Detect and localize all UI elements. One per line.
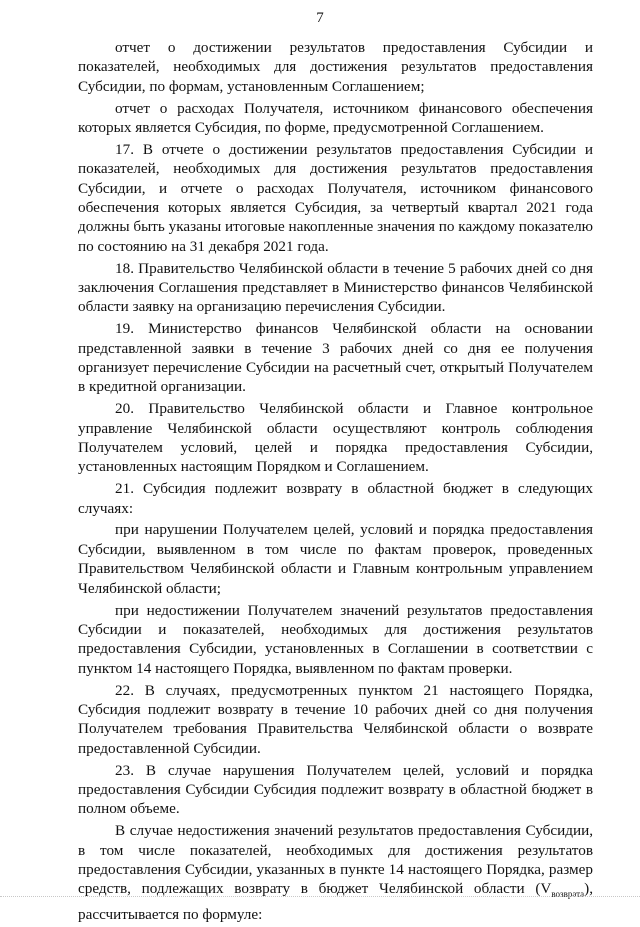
paragraph-item-17: 17. В отчете о достижении результатов предоставления Субсидии и показателей, необходимых для достижения результатов предоставления Субсидии, и отчете о расходах Получателя, источником финансового обеспечения которых является Субсидия, за четвертый квартал 2021 года должны быть указаны итоговые накопленные значения по каждому показателю по состоянию на 31 декабря 2021 года. bbox=[78, 140, 593, 255]
paragraph-item-19: 19. Министерство финансов Челябинской области на основании представленной заявки в течение 3 рабочих дней со дня ее получения организует перечисление Субсидии на расчетный счет, открытый Получателем в кредитной организации. bbox=[78, 320, 593, 396]
paragraph-case-non-achievement: при недостижении Получателем значений результатов предоставления Субсидии и показателей, необходимых для достижения результатов предоставления Субсидии, установленных в Соглашении в соответствии с пунктом 14 настоящего Порядка, выявленном по фактам проверки. bbox=[78, 601, 593, 677]
page-number: 7 bbox=[316, 10, 324, 26]
refund-text-before: В случае недостижения значений результатов предоставления Субсидии, в том числе показателей, необходимых для достижения результатов предоставления Субсидии, указанных в пункте 14 настоящего Порядка, размер средств, подлежащих возврату в бюджет Челябинской области (V bbox=[78, 822, 593, 898]
refund-subscript: возврата bbox=[551, 889, 585, 900]
paragraph-refund-formula-intro bbox=[78, 821, 593, 924]
document-body bbox=[78, 38, 593, 927]
paragraph-item-23: 23. В случае нарушения Получателем целей, условий и порядка предоставления Субсидии Субсидия подлежит возврату в областной бюджет в полном объеме. bbox=[78, 761, 593, 818]
paragraph-item-18: 18. Правительство Челябинской области в течение 5 рабочих дней со дня заключения Соглашения представляет в Министерство финансов Челябинской области заявку на организацию перечисления Субсидии. bbox=[78, 259, 593, 316]
refund-text-after: ), рассчитывается по формуле: bbox=[78, 880, 593, 923]
paragraph-item-21: 21. Субсидия подлежит возврату в областной бюджет в следующих случаях: bbox=[78, 480, 593, 517]
scan-artifact-line bbox=[0, 896, 640, 898]
paragraph-report-expenses: отчет о расходах Получателя, источником финансового обеспечения которых является Субсидия, по форме, предусмотренной Соглашением. bbox=[78, 99, 593, 137]
paragraph-case-violation: при нарушении Получателем целей, условий и порядка предоставления Субсидии, выявленном в том числе по фактам проверок, проведенных Правительством Челябинской области и Главным контрольным управлением Челябинской области; bbox=[78, 521, 593, 597]
paragraph-item-20: 20. Правительство Челябинской области и Главное контрольное управление Челябинской области осуществляют контроль соблюдения Получателем условий, целей и порядка предоставления Субсидии, установленных настоящим Порядком и Соглашением. bbox=[78, 400, 593, 476]
paragraph-item-22: 22. В случаях, предусмотренных пунктом 21 настоящего Порядка, Субсидия подлежит возврату в течение 10 рабочих дней со дня получения Получателем требования Правительства Челябинской области о возврате предоставленной Субсидии. bbox=[78, 681, 593, 757]
paragraph-report-results: отчет о достижении результатов предоставления Субсидии и показателей, необходимых для достижения результатов предоставления Субсидии, по формам, установленным Соглашением; bbox=[78, 39, 593, 95]
